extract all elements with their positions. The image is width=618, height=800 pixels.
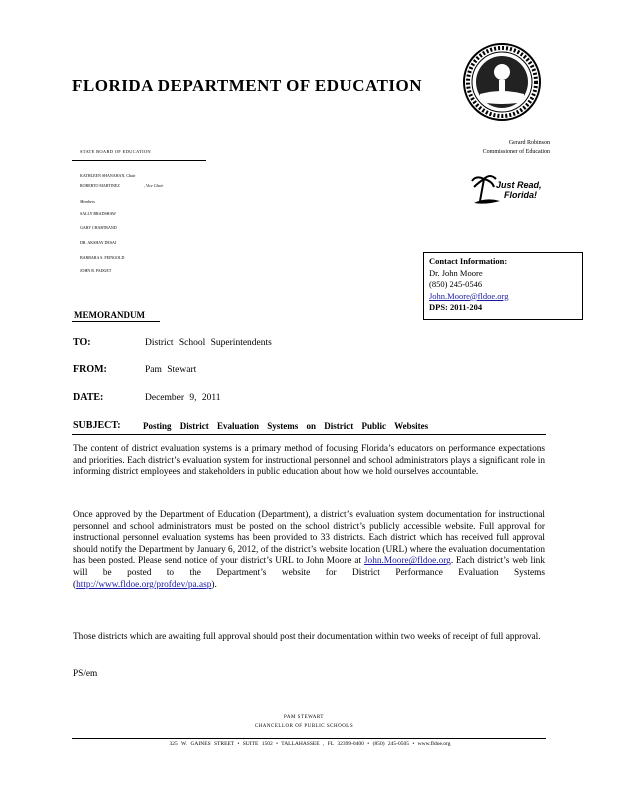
state-board-divider	[72, 160, 206, 161]
subject-value: Posting District Evaluation Systems on District Public Websites	[143, 421, 429, 431]
board-members-heading: Members	[80, 199, 95, 204]
to-value: District School Superintendents	[145, 338, 272, 348]
paragraph-text: Once approved by the Department of Education (Department), a district’s evaluation system documentation for instructional personnel and school administrators must be posted on the school district’s publicly accessible website. Full approval for instructional personnel evaluation systems has been provided to 33 districts. Each district which has received full approval should notify the Department by January 6, 2012, of the district’s website location (URL) where the evaluation documentation has been posted. Please send notice of your district’s URL to John Moore at	[73, 510, 545, 567]
date-value: December 9, 2011	[145, 393, 221, 403]
svg-text:Just Read,: Just Read,	[496, 180, 542, 190]
commissioner-name: Gerard Robinson Commissioner of Education	[482, 140, 550, 155]
florida-seal-icon	[462, 42, 542, 122]
footer-address: 325 W. GAINES STREET • SUITE 1502 • TALLAHASSEE , FL 32399-0400 • (850) 245-0505 • www.fldoe.org	[169, 741, 451, 747]
to-label: TO:	[73, 337, 91, 348]
board-member-role: , Vice Chair	[144, 183, 164, 188]
body-paragraph-3: Those districts which are awaiting full approval should post their documentation within two weeks of receipt of full approval.	[73, 632, 541, 642]
signature-title: CHANCELLOR OF PUBLIC SCHOOLS	[254, 724, 354, 729]
department-title: FLORIDA DEPARTMENT OF EDUCATION	[72, 76, 423, 95]
paragraph-text: ).	[211, 579, 217, 590]
subject-label: SUBJECT:	[73, 420, 121, 431]
initials: PS/em	[73, 669, 98, 679]
email-link[interactable]: John.Moore@fldoe.org	[363, 556, 451, 567]
contact-email-link[interactable]: John.Moore@fldoe.org	[429, 290, 509, 301]
board-member: BARBARA S. FEINGOLD	[80, 255, 125, 260]
date-label: DATE:	[73, 392, 104, 403]
from-label: FROM:	[73, 364, 107, 375]
body-paragraph-2	[73, 510, 545, 591]
board-member: ROBERTO MARTINEZ	[80, 183, 120, 188]
profdev-url-link[interactable]: http://www.fldoe.org/profdev/pa.asp	[76, 579, 212, 590]
body-paragraph-1: The content of district evaluation systems is a primary method of focusing Florida’s educators on performance expectations and priorities. Each district’s evaluation system for instructional personnel and school administrators plays a significant role in informing district employees and stakeholders in public education about how we hold ourselves accountable.	[73, 444, 545, 478]
contact-name: Dr. John Moore	[429, 267, 483, 278]
memorandum-underline	[72, 321, 160, 322]
contact-phone: (850) 245-0546	[429, 279, 483, 289]
subject-divider	[72, 434, 546, 435]
board-member: GARY CHARTRAND	[80, 225, 117, 230]
just-read-florida-logo-icon	[470, 171, 550, 207]
memorandum-label: MEMORANDUM	[74, 310, 145, 320]
footer-divider	[72, 738, 546, 739]
signature-name: PAM STEWART	[284, 715, 324, 720]
board-member: SALLY BRADSHAW	[80, 211, 116, 216]
dps-number: DPS: 2011-204	[429, 302, 483, 312]
contact-heading: Contact Information:	[429, 256, 508, 266]
board-member: JOHN R. PADGET	[80, 268, 112, 273]
board-member: DR. AKSHAY DESAI	[80, 240, 117, 245]
contact-info-box	[423, 252, 583, 320]
state-board-heading: STATE BOARD OF EDUCATION	[80, 149, 151, 154]
from-value: Pam Stewart	[145, 365, 197, 375]
svg-text:Florida!: Florida!	[504, 190, 537, 200]
board-member: KATHLEEN SHANAHAN, Chair	[80, 173, 136, 178]
paragraph-text: . Each district’s web link will be posted to the Department’s website for District Performance Evaluation Systems (	[73, 556, 545, 590]
